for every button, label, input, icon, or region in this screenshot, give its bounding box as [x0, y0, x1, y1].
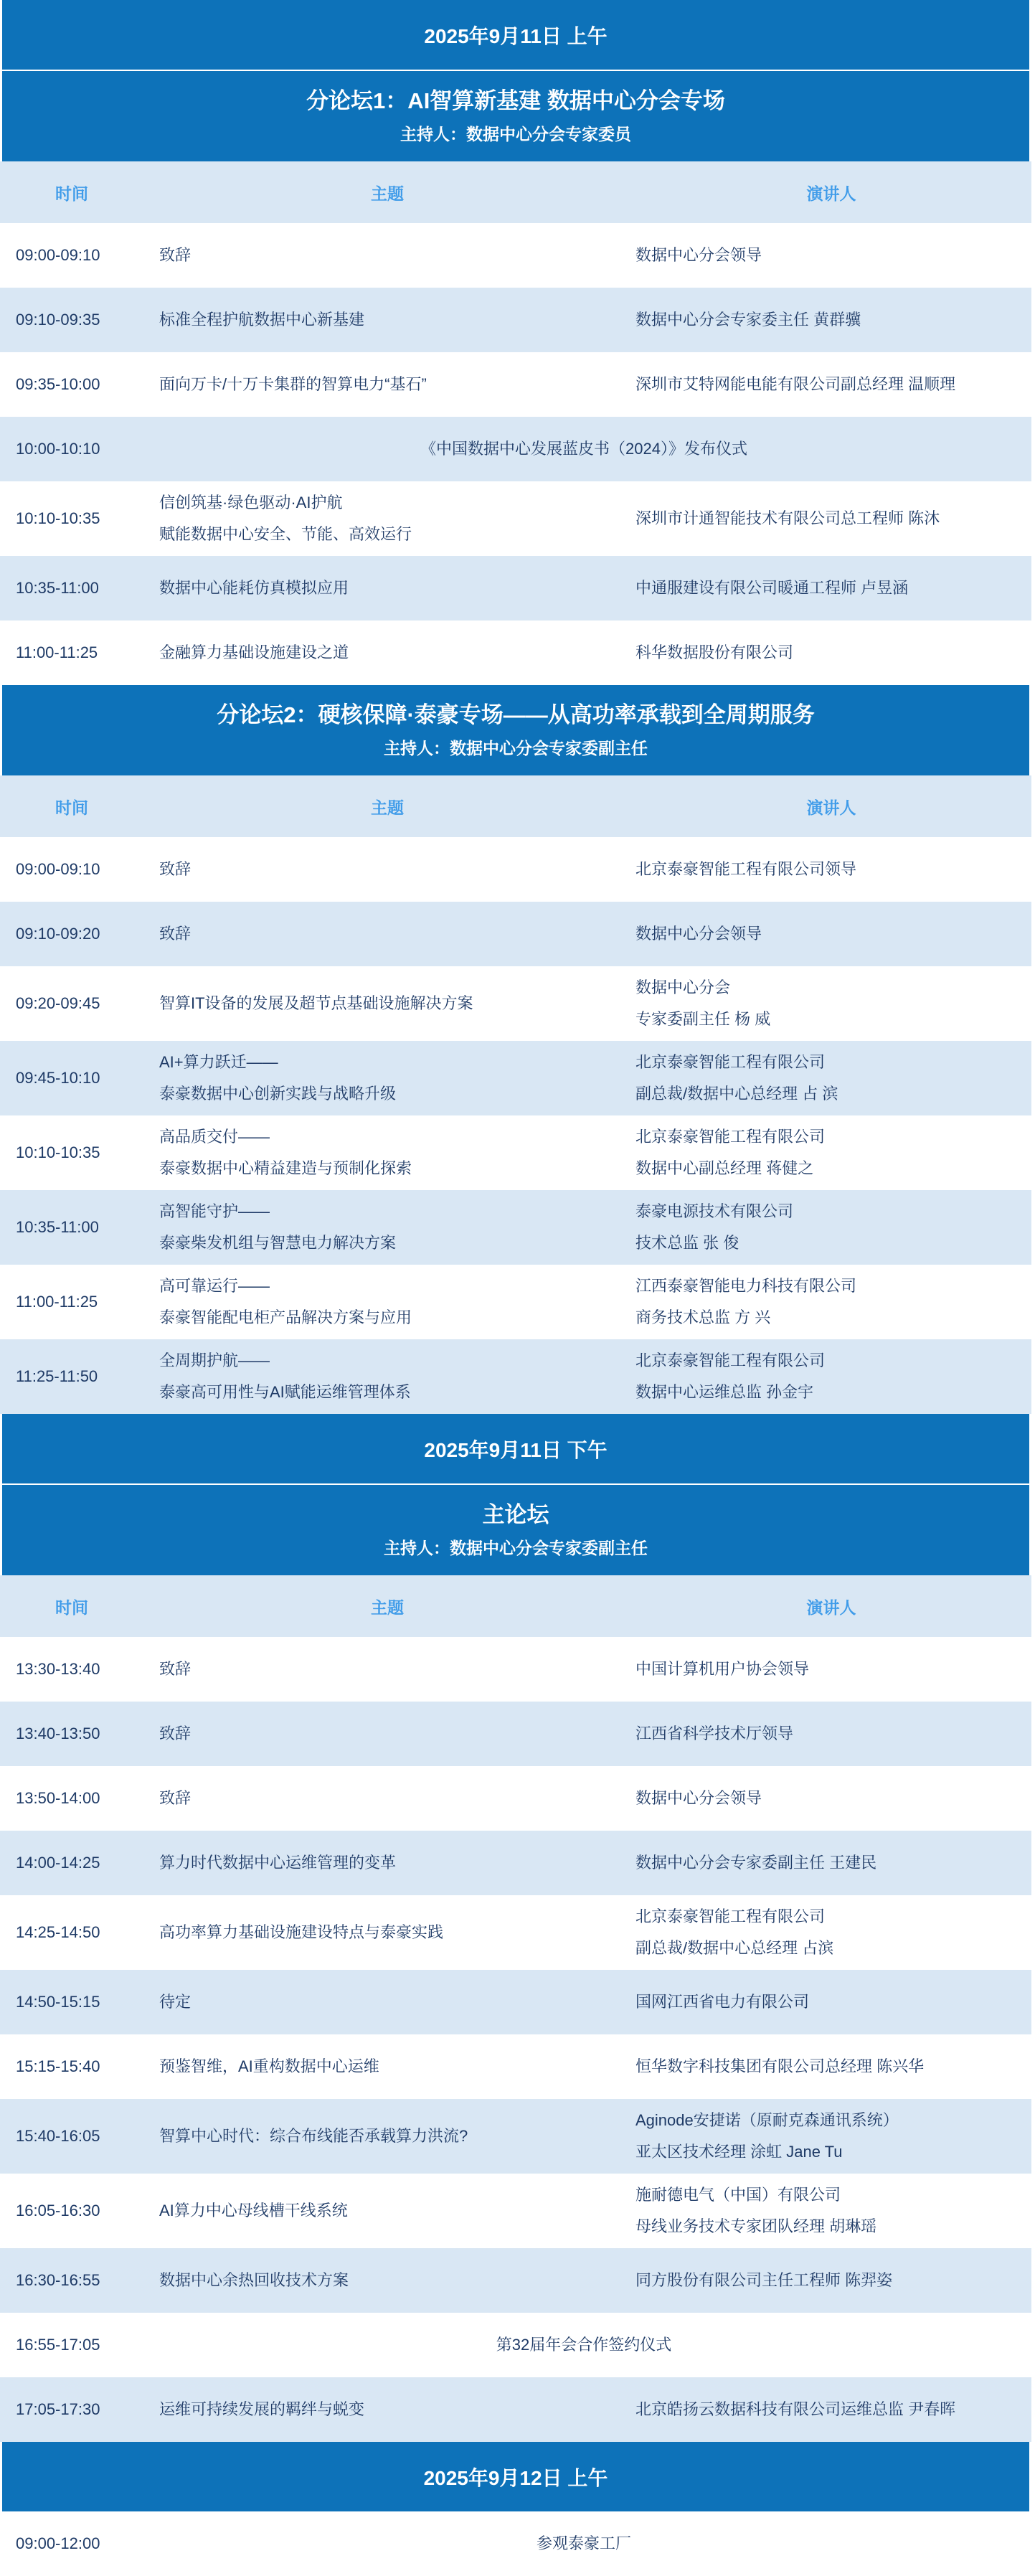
- column-header-topic: 主题: [371, 798, 404, 817]
- speaker-cell: 数据中心分会专家委主任 黄群骥: [635, 311, 861, 329]
- date-banner-afternoon: [0, 1414, 1031, 1483]
- forum1-host: 主持人：数据中心分会专家委员: [400, 125, 631, 143]
- forum1-rows: [0, 223, 1031, 685]
- table-row: [0, 1970, 1031, 2034]
- time-cell: 10:10-10:35: [16, 1143, 100, 1161]
- forum1-banner: [0, 70, 1031, 161]
- topic-cell: 标准全程护航数据中心新基建: [159, 311, 365, 329]
- time-cell: 16:55-17:05: [16, 2336, 100, 2354]
- topic-cell: 高可靠运行—— 泰豪智能配电柜产品解决方案与应用: [159, 1277, 412, 1326]
- time-cell: 09:45-10:10: [16, 1069, 100, 1087]
- table-row: [0, 1702, 1031, 1766]
- forum1-table-header: [0, 161, 1031, 223]
- forum1-title: 分论坛1：AI智算新基建 数据中心分会专场: [306, 88, 725, 113]
- speaker-cell: 中通服建设有限公司暖通工程师 卢昱涵: [635, 579, 909, 597]
- time-cell: 16:30-16:55: [16, 2271, 100, 2289]
- speaker-cell: 江西省科学技术厅领导: [635, 1725, 794, 1742]
- forum2-title: 分论坛2：硬核保障·泰豪专场——从高功率承载到全周期服务: [217, 702, 815, 727]
- table-row: [0, 902, 1031, 966]
- time-cell: 10:10-10:35: [16, 509, 100, 527]
- topic-cell: 致辞: [159, 925, 192, 943]
- speaker-cell: 同方股份有限公司主任工程师 陈羿姿: [635, 2271, 893, 2289]
- time-cell: 13:50-14:00: [16, 1789, 100, 1807]
- time-cell: 10:00-10:10: [16, 440, 100, 458]
- table-row: [0, 1637, 1031, 1702]
- date-banner-day2: [0, 2442, 1031, 2511]
- topic-cell: 智算IT设备的发展及超节点基础设施解决方案: [159, 994, 473, 1012]
- table-row: [0, 1339, 1031, 1414]
- table-row: [0, 966, 1031, 1041]
- factory-visit-cell: 参观泰豪工厂: [536, 2534, 631, 2552]
- speaker-cell: Aginode安捷诺（原耐克森通讯系统） 亚太区技术经理 涂虹 Jane Tu: [635, 2111, 899, 2161]
- forum2-rows: [0, 837, 1031, 1414]
- column-header-time: 时间: [55, 1598, 88, 1617]
- topic-cell: 高品质交付—— 泰豪数据中心精益建造与预制化探索: [159, 1128, 412, 1177]
- column-header-speaker: 演讲人: [806, 798, 856, 817]
- topic-cell: 致辞: [159, 1660, 192, 1678]
- table-row: [0, 837, 1031, 902]
- table-row: [0, 2034, 1031, 2099]
- topic-cell: 算力时代数据中心运维管理的变革: [159, 1854, 397, 1872]
- date-banner-text: 2025年9月11日 上午: [424, 24, 608, 47]
- speaker-cell: 深圳市艾特网能电能有限公司副总经理 温顺理: [635, 375, 956, 393]
- speaker-cell: 北京泰豪智能工程有限公司 数据中心副总经理 蒋健之: [635, 1128, 826, 1177]
- table-row: [0, 1115, 1031, 1190]
- date-banner-morning: [0, 0, 1031, 70]
- speaker-cell: 数据中心分会 专家委副主任 杨 威: [635, 978, 771, 1028]
- time-cell: 17:05-17:30: [16, 2400, 100, 2418]
- topic-cell: 数据中心能耗仿真模拟应用: [159, 579, 349, 597]
- topic-cell: 致辞: [159, 246, 192, 264]
- topic-cell: 面向万卡/十万卡集群的智算电力“基石”: [159, 375, 427, 393]
- time-cell: 09:00-12:00: [16, 2534, 100, 2552]
- column-header-speaker: 演讲人: [806, 184, 856, 203]
- forum2-banner: [0, 685, 1031, 775]
- date-banner-text: 2025年9月12日 上午: [423, 2466, 608, 2489]
- speaker-cell: 科华数据股份有限公司: [635, 643, 794, 661]
- time-cell: 14:25-14:50: [16, 1923, 100, 1941]
- speaker-cell: 北京泰豪智能工程有限公司 数据中心运维总监 孙金宇: [635, 1351, 826, 1401]
- topic-cell: AI算力中心母线槽干线系统: [159, 2202, 348, 2219]
- topic-cell: 高智能守护—— 泰豪柴发机组与智慧电力解决方案: [159, 1202, 397, 1252]
- column-header-time: 时间: [55, 184, 88, 203]
- speaker-cell: 北京泰豪智能工程有限公司领导: [635, 860, 857, 878]
- table-row: [0, 352, 1031, 417]
- speaker-cell: 中国计算机用户协会领导: [635, 1660, 810, 1678]
- table-row: [0, 288, 1031, 352]
- day2-rows: [0, 2511, 1031, 2576]
- table-row: [0, 1190, 1031, 1265]
- time-cell: 14:50-15:15: [16, 1993, 100, 2011]
- speaker-cell: 北京泰豪智能工程有限公司 副总裁/数据中心总经理 占 滨: [635, 1053, 838, 1103]
- column-header-topic: 主题: [371, 1598, 404, 1617]
- time-cell: 13:30-13:40: [16, 1660, 100, 1678]
- topic-cell: 全周期护航—— 泰豪高可用性与AI赋能运维管理体系: [159, 1351, 411, 1401]
- topic-cell: 信创筑基·绿色驱动·AI护航 赋能数据中心安全、节能、高效运行: [159, 494, 412, 543]
- table-row: [0, 481, 1031, 556]
- topic-cell: 运维可持续发展的羁绊与蜕变: [159, 2400, 365, 2418]
- table-row: [0, 556, 1031, 621]
- speaker-cell: 国网江西省电力有限公司: [635, 1993, 810, 2011]
- time-cell: 09:10-09:35: [16, 311, 100, 329]
- main-forum-host: 主持人：数据中心分会专家委副主任: [384, 1539, 648, 1557]
- column-header-time: 时间: [55, 798, 88, 817]
- date-banner-text: 2025年9月11日 下午: [424, 1438, 608, 1461]
- time-cell: 11:00-11:25: [16, 1293, 98, 1311]
- topic-cell: 待定: [159, 1993, 192, 2011]
- time-cell: 09:35-10:00: [16, 375, 100, 393]
- speaker-cell: 深圳市计通智能技术有限公司总工程师 陈沐: [635, 509, 940, 527]
- table-row: [0, 1265, 1031, 1339]
- ceremony-cell: 第32届年会合作签约仪式: [496, 2336, 672, 2354]
- table-row-factory-visit: [0, 2511, 1031, 2576]
- table-row: [0, 2248, 1031, 2313]
- time-cell: 15:40-16:05: [16, 2127, 100, 2145]
- time-cell: 09:00-09:10: [16, 860, 100, 878]
- table-row: [0, 1041, 1031, 1115]
- topic-cell: 致辞: [159, 1725, 192, 1742]
- topic-cell: 智算中心时代：综合布线能否承载算力洪流?: [159, 2127, 468, 2145]
- table-row: [0, 2377, 1031, 2442]
- time-cell: 16:05-16:30: [16, 2202, 100, 2219]
- table-row: [0, 1766, 1031, 1831]
- speaker-cell: 数据中心分会领导: [635, 246, 762, 264]
- speaker-cell: 恒华数字科技集团有限公司总经理 陈兴华: [635, 2057, 925, 2075]
- time-cell: 10:35-11:00: [16, 579, 99, 597]
- speaker-cell: 江西泰豪智能电力科技有限公司 商务技术总监 方 兴: [635, 1277, 857, 1326]
- speaker-cell: 北京皓扬云数据科技有限公司运维总监 尹春晖: [635, 2400, 956, 2418]
- table-row: [0, 621, 1031, 685]
- forum2-table-header: [0, 775, 1031, 837]
- time-cell: 11:25-11:50: [16, 1367, 98, 1385]
- ceremony-cell: 《中国数据中心发展蓝皮书（2024）》发布仪式: [420, 440, 747, 458]
- time-cell: 10:35-11:00: [16, 1218, 99, 1236]
- speaker-cell: 北京泰豪智能工程有限公司 副总裁/数据中心总经理 占滨: [635, 1907, 834, 1957]
- topic-cell: AI+算力跃迁—— 泰豪数据中心创新实践与战略升级: [159, 1053, 397, 1103]
- forum2-host: 主持人：数据中心分会专家委副主任: [384, 739, 648, 758]
- main-forum-table-header: [0, 1575, 1031, 1637]
- table-row-ceremony: [0, 2313, 1031, 2377]
- table-row: [0, 1831, 1031, 1895]
- speaker-cell: 数据中心分会领导: [635, 925, 762, 943]
- time-cell: 11:00-11:25: [16, 643, 98, 661]
- time-cell: 15:15-15:40: [16, 2057, 100, 2075]
- speaker-cell: 数据中心分会专家委副主任 王建民: [635, 1854, 877, 1872]
- main-forum-banner: [0, 1483, 1031, 1575]
- speaker-cell: 施耐德电气（中国）有限公司 母线业务技术专家团队经理 胡琳瑶: [635, 2186, 877, 2235]
- main-forum-title: 主论坛: [482, 1502, 549, 1527]
- table-row: [0, 1895, 1031, 1970]
- time-cell: 14:00-14:25: [16, 1854, 100, 1872]
- time-cell: 09:10-09:20: [16, 925, 100, 943]
- topic-cell: 数据中心余热回收技术方案: [159, 2271, 349, 2289]
- topic-cell: 预鉴智维，AI重构数据中心运维: [159, 2057, 379, 2075]
- speaker-cell: 数据中心分会领导: [635, 1789, 762, 1807]
- table-row: [0, 2174, 1031, 2248]
- topic-cell: 致辞: [159, 1789, 192, 1807]
- speaker-cell: 泰豪电源技术有限公司 技术总监 张 俊: [635, 1202, 794, 1252]
- table-row-ceremony: [0, 417, 1031, 481]
- table-row: [0, 2099, 1031, 2174]
- topic-cell: 高功率算力基础设施建设特点与泰豪实践: [159, 1923, 444, 1941]
- table-row: [0, 223, 1031, 288]
- time-cell: 09:00-09:10: [16, 246, 100, 264]
- main-forum-rows: [0, 1637, 1031, 2442]
- topic-cell: 金融算力基础设施建设之道: [159, 643, 349, 661]
- column-header-speaker: 演讲人: [806, 1598, 856, 1617]
- time-cell: 09:20-09:45: [16, 994, 100, 1012]
- time-cell: 13:40-13:50: [16, 1725, 100, 1742]
- column-header-topic: 主题: [371, 184, 404, 203]
- topic-cell: 致辞: [159, 860, 192, 878]
